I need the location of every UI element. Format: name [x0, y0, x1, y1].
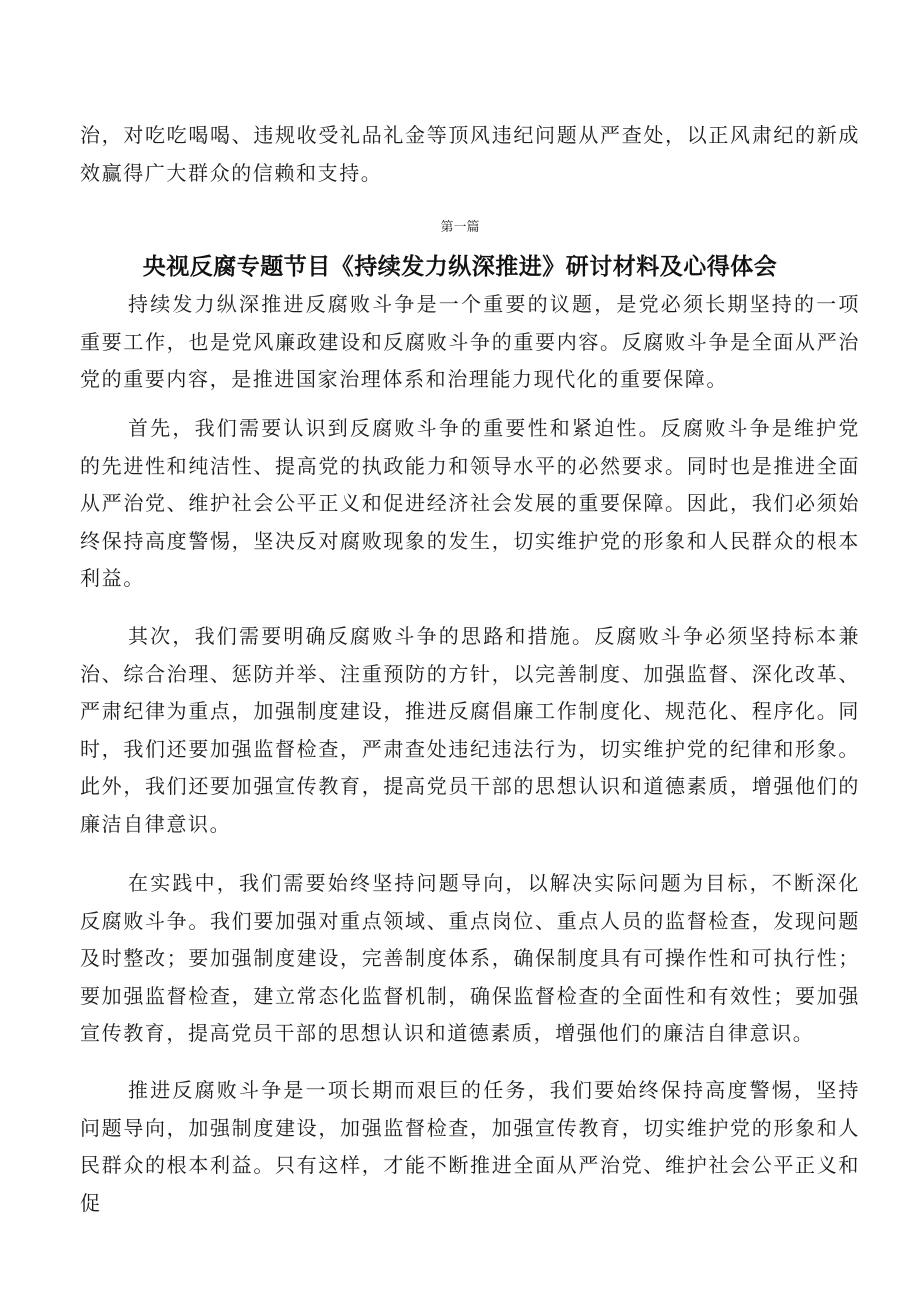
body-paragraph-4: 在实践中，我们需要始终坚持问题导向，以解决实际问题为目标，不断深化反腐败斗争。我们要加强对重点领域、重点岗位、重点人员的监督检查，发现问题及时整改；要加强制度建设，完善制度体系，确保制度具有可操作性和可执行性；要加强监督检查，建立常态化监督机制，确保监督检查的全面性和有效性；要加强宣传教育，提高党员干部的思想认识和道德素质，增强他们的廉洁自律意识。 — [80, 871, 860, 1045]
document-title: 央视反腐专题节目《持续发力纵深推进》研讨材料及心得体会 — [142, 254, 778, 280]
section-label: 第一篇 — [440, 220, 480, 235]
body-paragraph-2: 首先，我们需要认识到反腐败斗争的重要性和紧迫性。反腐败斗争是维护党的先进性和纯洁性、提高党的执政能力和领导水平的必然要求。同时也是推进全面从严治党、维护社会公平正义和促进经济社会发展的重要保障。因此，我们必须始终保持高度警惕，坚决反对腐败现象的发生，切实维护党的形象和人民群众的根本利益。 — [80, 416, 860, 590]
body-paragraph-3: 其次，我们需要明确反腐败斗争的思路和措施。反腐败斗争必须坚持标本兼治、综合治理、惩防并举、注重预防的方针，以完善制度、加强监督、深化改革、严肃纪律为重点，加强制度建设，推进反腐倡廉工作制度化、规范化、程序化。同时，我们还要加强监督检查，严肃查处违纪违法行为，切实维护党的纪律和形象。此外，我们还要加强宣传教育，提高党员干部的思想认识和道德素质，增强他们的廉洁自律意识。 — [80, 624, 860, 836]
body-paragraph-1: 持续发力纵深推进反腐败斗争是一个重要的议题，是党必须长期坚持的一项重要工作，也是党风廉政建设和反腐败斗争的重要内容。反腐败斗争是全面从严治党的重要内容，是推进国家治理体系和治理能力现代化的重要保障。 — [80, 292, 860, 391]
body-paragraph-5: 推进反腐败斗争是一项长期而艰巨的任务，我们要始终保持高度警惕，坚持问题导向，加强制度建设，加强监督检查，加强宣传教育，切实维护党的形象和人民群众的根本利益。只有这样，才能不断推进全面从严治党、维护社会公平正义和促 — [80, 1078, 860, 1215]
intro-paragraph: 治，对吃吃喝喝、违规收受礼品礼金等顶风违纪问题从严查处，以正风肃纪的新成效赢得广大群众的信赖和支持。 — [80, 123, 860, 185]
